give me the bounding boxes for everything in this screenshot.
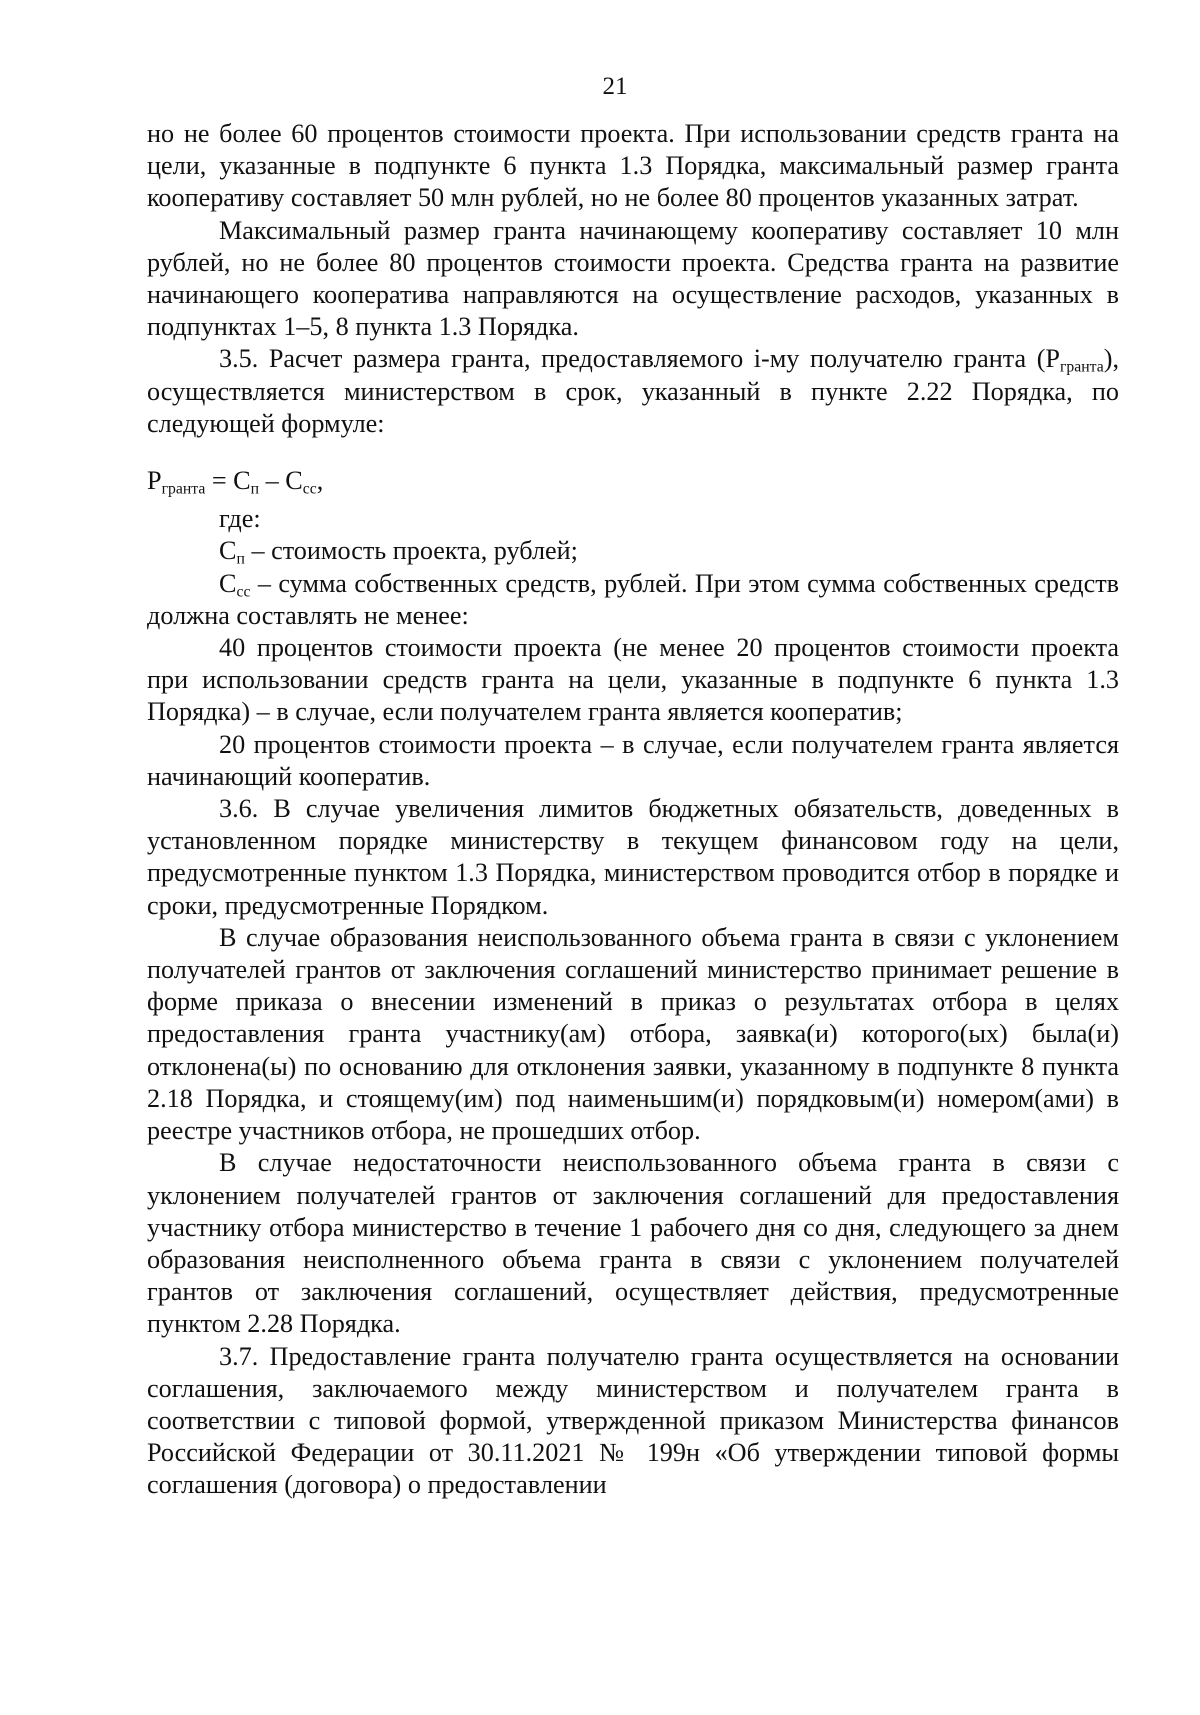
paragraph-3-5-end: ), осуществляется министерством в срок, указанный в пункте 2.22 Порядка, по следующей формуле:	[147, 344, 1119, 438]
cp-subscript: п	[236, 550, 245, 568]
paragraph-3-5	[147, 343, 1119, 440]
where-label: где:	[219, 504, 261, 534]
formula-equals: = С	[205, 466, 251, 496]
page-number: 21	[602, 73, 628, 100]
formula-lhs: Р	[147, 466, 162, 496]
grant-subscript: гранта	[1059, 358, 1104, 376]
definition-own-funds	[147, 568, 1119, 632]
grant-formula	[147, 465, 1119, 497]
formula-lhs-sub: гранта	[161, 480, 206, 498]
cp-definition: – стоимость проекта, рублей;	[244, 536, 578, 566]
paragraph-max-grant-new-coop: Максимальный размер гранта начинающему кооперативу составляет 10 млн рублей, но не более 80 процентов стоимости проекта. Средства гранта на развитие начинающего кооператива направляются на осуществление расходов, указанных в подпунктах 1–5, 8 пункта 1.3 Порядка.	[147, 215, 1119, 342]
paragraph-40-percent: 40 процентов стоимости проекта (не менее 20 процентов стоимости проекта при использовании средств гранта на цели, указанные в подпункте 6 пункта 1.3 Порядка) – в случае, если получателем гранта является кооператив;	[147, 633, 1119, 727]
paragraph-unused-grant: В случае образования неиспользованного объема гранта в связи с уклонением получателей грантов от заключения соглашений министерство принимает решение в форме приказа о внесении изменений в приказ о результатах отбора в целях предоставления гранта участнику(ам) отбора, заявка(и) которого(ых) была(и) отклонена(ы) по основанию для отклонения заявки, указанному в подпункте 8 пункта 2.18 Порядка, и стоящему(им) под наименьшим(и) порядковым(и) номером(ами) в реестре участников отбора, не прошедших отбор.	[147, 922, 1119, 1146]
paragraph-3-7: 3.7. Предоставление гранта получателю гранта осуществляется на основании соглашения, заключаемого между министерством и получателем гранта в соответствии с типовой формой, утвержденной приказом Министерства финансов Российской Федерации от 30.11.2021 № 199н «Об утверждении типовой формы соглашения (договора) о предоставлении	[147, 1341, 1119, 1500]
css-symbol: С	[219, 568, 237, 598]
definition-project-cost	[147, 535, 1119, 567]
formula-css-sub: сс	[302, 480, 317, 498]
cp-symbol: С	[219, 536, 237, 566]
paragraph-insufficient-grant: В случае недостаточности неиспользованного объема гранта в связи с уклонением получателей грантов от заключения соглашений для предоставления участнику отбора министерство в течение 1 рабочего дня со дня, следующего за днем образования неисполненного объема гранта в связи с уклонением получателей грантов от заключения соглашений, осуществляет действия, предусмотренные пунктом 2.28 Порядка.	[147, 1148, 1119, 1339]
formula-tail: ,	[316, 466, 324, 496]
formula-minus: – С	[259, 466, 303, 496]
paragraph-20-percent: 20 процентов стоимости проекта – в случае, если получателем гранта является начинающий кооператив.	[147, 729, 1119, 791]
css-subscript: сс	[236, 583, 251, 601]
paragraph-3-5-start: 3.5. Расчет размера гранта, предоставляемого i-му получателю гранта (Р	[219, 344, 1060, 374]
css-definition: – сумма собственных средств, рублей. При этом сумма собственных средств должна составлять не менее:	[147, 568, 1119, 630]
paragraph-continuation: но не более 60 процентов стоимости проекта. При использовании средств гранта на цели, указанные в подпункте 6 пункта 1.3 Порядка, максимальный размер гранта кооперативу составляет 50 млн рублей, но не более 80 процентов указанных затрат.	[147, 119, 1119, 213]
formula-cp-sub: п	[250, 480, 260, 498]
document-body	[147, 118, 1119, 1502]
paragraph-3-6: 3.6. В случае увеличения лимитов бюджетных обязательств, доведенных в установленном порядке министерству в текущем финансовом году на цели, предусмотренные пунктом 1.3 Порядка, министерством проводится отбор в порядке и сроки, предусмотренные Порядком.	[147, 794, 1119, 920]
